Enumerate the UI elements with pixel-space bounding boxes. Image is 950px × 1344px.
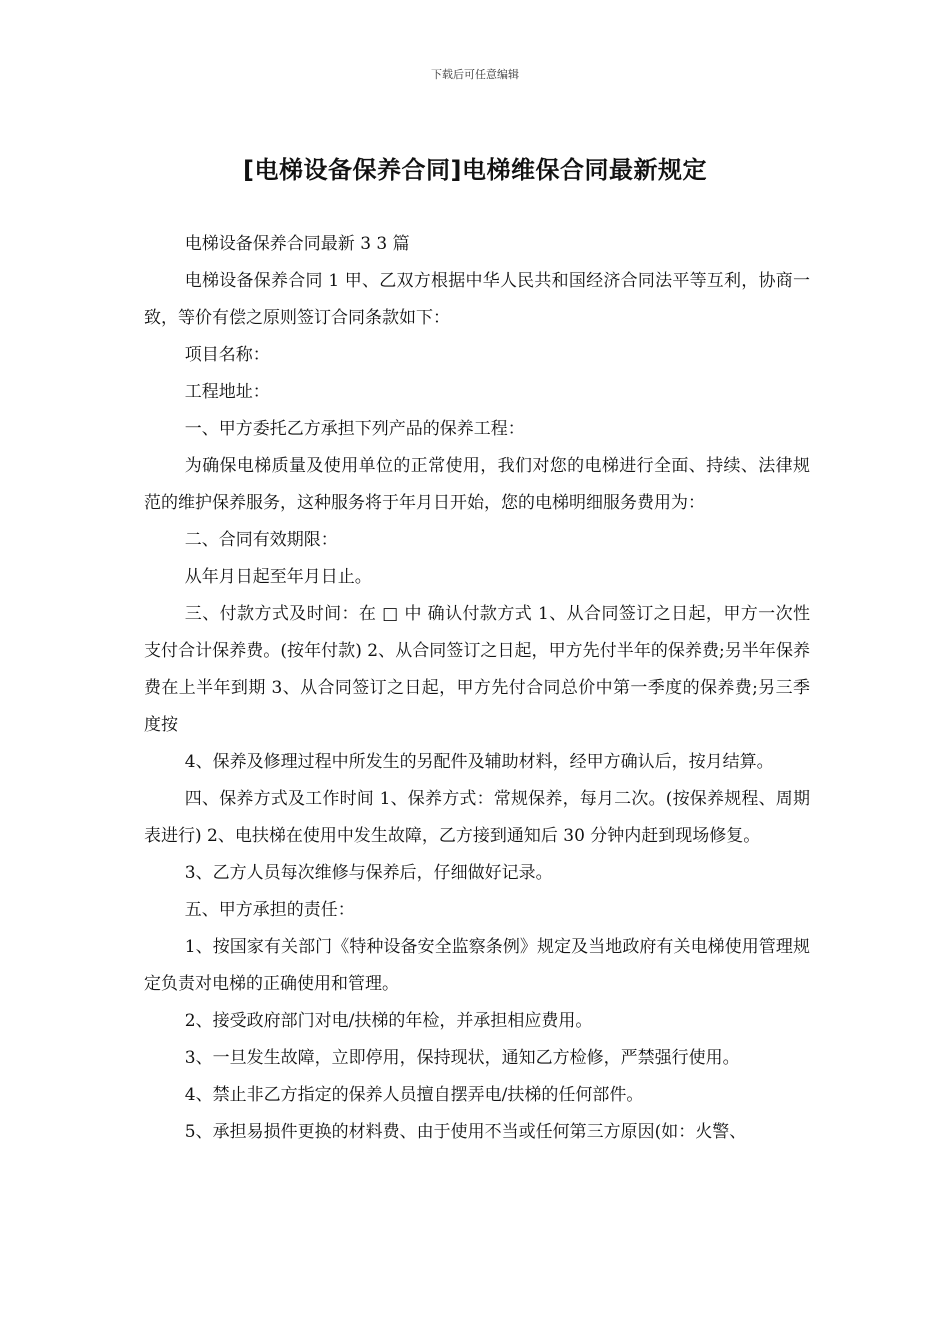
paragraph: 项目名称： bbox=[184, 345, 270, 365]
header-note: 下载后可任意编辑 bbox=[431, 68, 519, 81]
paragraph: 4、保养及修理过程中所发生的另配件及辅助材料，经甲方确认后，按月结算。 bbox=[184, 752, 774, 772]
paragraph: 五、甲方承担的责任： bbox=[184, 900, 355, 920]
paragraph: 3、一旦发生故障，立即停用，保持现状，通知乙方检修，严禁强行使用。 bbox=[184, 1048, 740, 1068]
paragraph: 一、甲方委托乙方承担下列产品的保养工程： bbox=[184, 419, 525, 439]
paragraph: 从年月日起至年月日止。 bbox=[184, 567, 372, 587]
paragraph: 3、乙方人员每次维修与保养后，仔细做好记录。 bbox=[184, 863, 553, 883]
paragraph: 为确保电梯质量及使用单位的正常使用，我们对您的电梯进行全面、持续、法律规范的维护保养服务，这种服务将于年月日开始，您的电梯明细服务费用为： bbox=[144, 456, 810, 513]
paragraph: 二、合同有效期限： bbox=[184, 530, 338, 550]
document-title: [电梯设备保养合同]电梯维保合同最新规定 bbox=[243, 156, 707, 184]
paragraph: 三、付款方式及时间：在 □ 中 确认付款方式 1、从合同签订之日起，甲方一次性支付合计保养费。(按年付款) 2、从合同签订之日起，甲方先付半年的保养费;另半年保养费在上半年到期 3、从合同签订之日起，甲方先付合同总价中第一季度的保养费;另三季度按 bbox=[144, 604, 810, 735]
paragraph: 5、承担易损件更换的材料费、由于使用不当或任何第三方原因(如：火警、 bbox=[184, 1122, 747, 1142]
document-body bbox=[144, 226, 810, 1151]
paragraph: 2、接受政府部门对电/扶梯的年检，并承担相应费用。 bbox=[184, 1011, 593, 1031]
paragraph: 4、禁止非乙方指定的保养人员擅自摆弄电/扶梯的任何部件。 bbox=[184, 1085, 644, 1105]
paragraph: 1、按国家有关部门《特种设备安全监察条例》规定及当地政府有关电梯使用管理规定负责对电梯的正确使用和管理。 bbox=[144, 937, 810, 994]
paragraph: 电梯设备保养合同最新 3 3 篇 bbox=[184, 234, 410, 254]
paragraph: 工程地址： bbox=[184, 382, 270, 402]
paragraph: 电梯设备保养合同 1 甲、乙双方根据中华人民共和国经济合同法平等互利，协商一致，等价有偿之原则签订合同条款如下： bbox=[144, 271, 810, 328]
paragraph: 四、保养方式及工作时间 1、保养方式：常规保养，每月二次。(按保养规程、周期表进行) 2、电扶梯在使用中发生故障，乙方接到通知后 30 分钟内赶到现场修复。 bbox=[144, 789, 810, 846]
